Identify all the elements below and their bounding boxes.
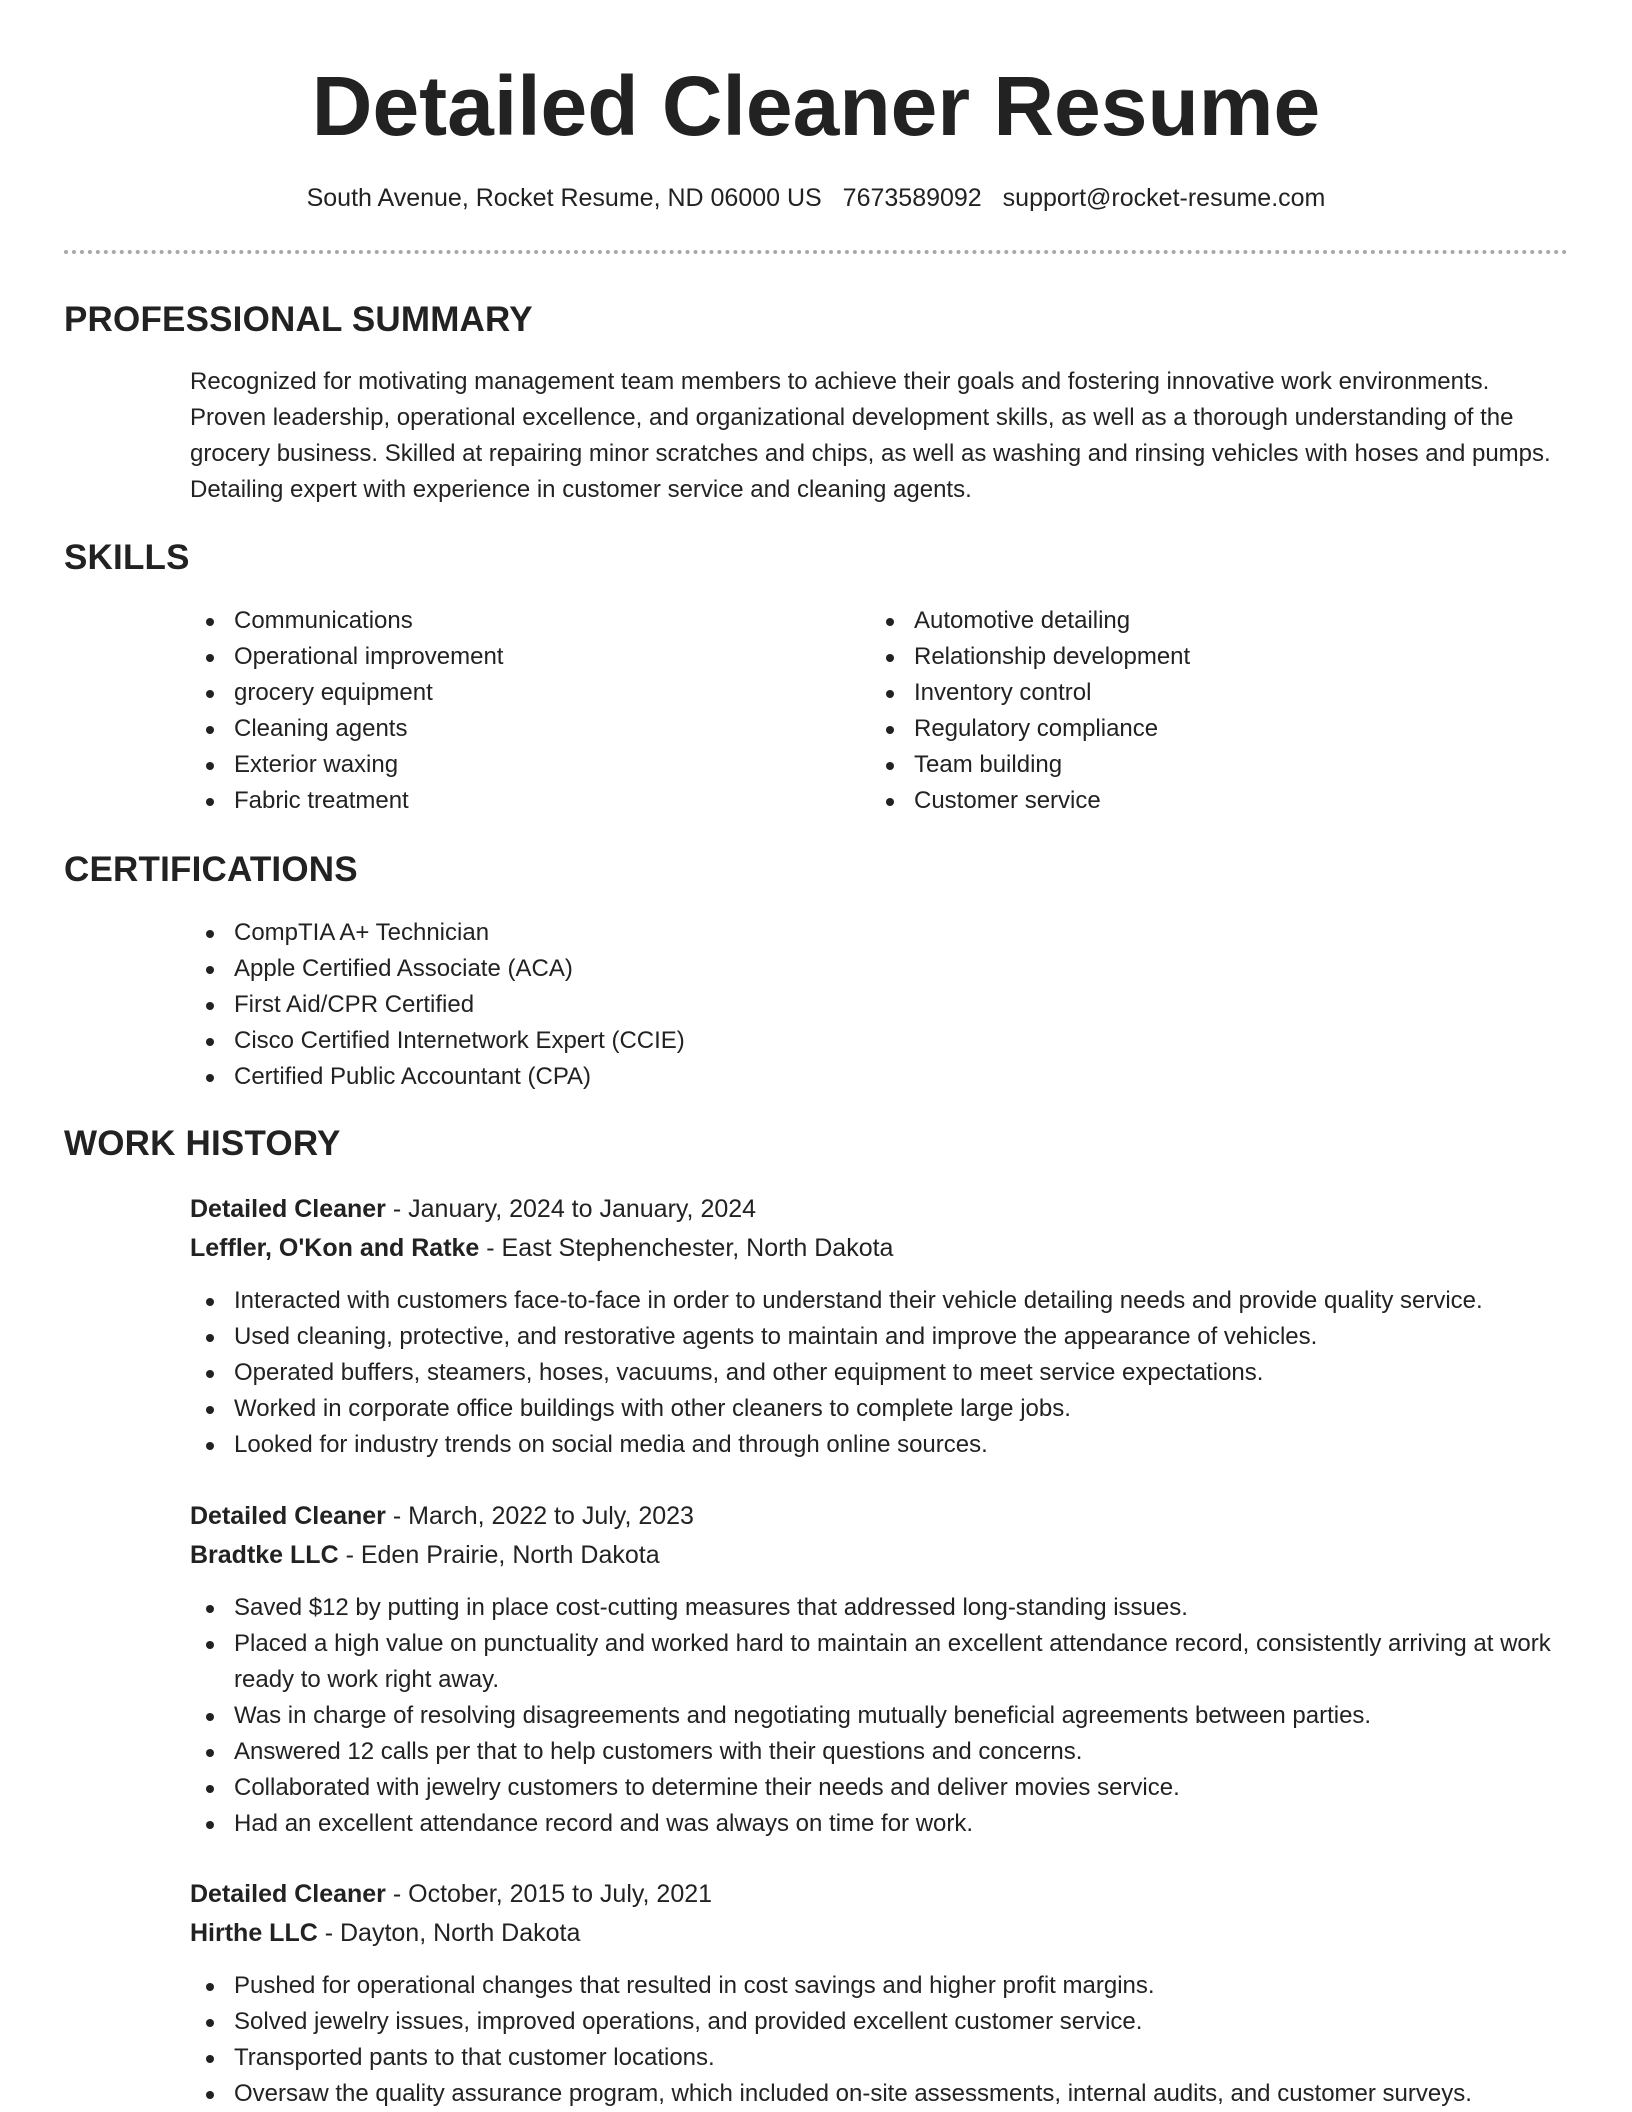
- job-role: Detailed Cleaner: [190, 1502, 386, 1530]
- job-company-line: [190, 1536, 660, 1574]
- list-item: CompTIA A+ Technician: [190, 915, 1568, 951]
- job-dates: - March, 2022 to July, 2023: [385, 1502, 694, 1530]
- contact-line: [64, 180, 1568, 216]
- list-item: Operated buffers, steamers, hoses, vacuums, and other equipment to meet service expectations.: [190, 1355, 1568, 1391]
- list-item: Regulatory compliance: [870, 711, 1550, 747]
- job-title-line: [190, 1190, 756, 1228]
- job-dates: - October, 2015 to July, 2021: [385, 1880, 713, 1908]
- skills-list-right: [870, 603, 1550, 819]
- header-divider: [64, 250, 1568, 254]
- summary-text: Recognized for motivating management team members to achieve their goals and fostering innovative work environments. Proven leadership, operational excellence, and organizational development skills, as well as a thorough understanding of the grocery business. Skilled at repairing minor scratches and chips, as well as washing and rinsing vehicles with hoses and pumps. Detailing expert with experience in customer service and cleaning agents.: [190, 368, 1551, 503]
- job-duties-list: [190, 1968, 1568, 2112]
- list-item: Operational improvement: [190, 639, 830, 675]
- list-item: Answered 12 calls per that to help customers with their questions and concerns.: [190, 1734, 1568, 1770]
- list-item: Fabric treatment: [190, 783, 830, 819]
- job-role: Detailed Cleaner: [190, 1195, 386, 1223]
- list-item: Customer service: [870, 783, 1550, 819]
- job-location: - Eden Prairie, North Dakota: [338, 1541, 660, 1569]
- list-item: Was in charge of resolving disagreements and negotiating mutually beneficial agreements between parties.: [190, 1698, 1568, 1734]
- list-item: Exterior waxing: [190, 747, 830, 783]
- job-company-line: [190, 1229, 893, 1267]
- list-item: Used cleaning, protective, and restorative agents to maintain and improve the appearance of vehicles.: [190, 1319, 1568, 1355]
- skills-list-left: [190, 603, 830, 819]
- list-item: Solved jewelry issues, improved operations, and provided excellent customer service.: [190, 2004, 1568, 2040]
- contact-email: support@rocket-resume.com: [1002, 184, 1326, 212]
- list-item: Relationship development: [870, 639, 1550, 675]
- contact-phone: 7673589092: [842, 184, 982, 212]
- list-item: Team building: [870, 747, 1550, 783]
- job-duties-list: [190, 1590, 1568, 1842]
- resume-page: [64, 0, 1568, 2112]
- list-item: Communications: [190, 603, 830, 639]
- job-location: - East Stephenchester, North Dakota: [479, 1234, 894, 1262]
- list-item: Pushed for operational changes that resulted in cost savings and higher profit margins.: [190, 1968, 1568, 2004]
- job-company: Leffler, O'Kon and Ratke: [190, 1234, 480, 1262]
- section-title-summary: PROFESSIONAL SUMMARY: [64, 300, 533, 339]
- list-item: Cisco Certified Internetwork Expert (CCIE): [190, 1023, 1568, 1059]
- list-item: Automotive detailing: [870, 603, 1550, 639]
- list-item: Apple Certified Associate (ACA): [190, 951, 1568, 987]
- job-location: - Dayton, North Dakota: [317, 1919, 581, 1947]
- list-item: Inventory control: [870, 675, 1550, 711]
- job-role: Detailed Cleaner: [190, 1880, 386, 1908]
- job-company: Hirthe LLC: [190, 1919, 318, 1947]
- resume-title: Detailed Cleaner Resume: [311, 59, 1321, 153]
- list-item: grocery equipment: [190, 675, 830, 711]
- job-title-line: [190, 1875, 712, 1913]
- section-title-work-history: WORK HISTORY: [64, 1124, 341, 1163]
- job-company-line: [190, 1914, 580, 1952]
- list-item: Cleaning agents: [190, 711, 830, 747]
- job-duties-list: [190, 1283, 1568, 1463]
- section-title-certifications: CERTIFICATIONS: [64, 850, 358, 889]
- job-dates: - January, 2024 to January, 2024: [385, 1195, 757, 1223]
- job-title-line: [190, 1497, 694, 1535]
- list-item: Looked for industry trends on social media and through online sources.: [190, 1427, 1568, 1463]
- list-item: Certified Public Accountant (CPA): [190, 1059, 1568, 1095]
- list-item: First Aid/CPR Certified: [190, 987, 1568, 1023]
- section-title-skills: SKILLS: [64, 538, 190, 577]
- list-item: Oversaw the quality assurance program, which included on-site assessments, internal audits, and customer surveys.: [190, 2076, 1568, 2112]
- list-item: Saved $12 by putting in place cost-cutting measures that addressed long-standing issues.: [190, 1590, 1568, 1626]
- list-item: Placed a high value on punctuality and worked hard to maintain an excellent attendance record, consistently arriving at work ready to work right away.: [190, 1626, 1568, 1698]
- job-company: Bradtke LLC: [190, 1541, 339, 1569]
- contact-address: South Avenue, Rocket Resume, ND 06000 US: [306, 184, 822, 212]
- list-item: Collaborated with jewelry customers to determine their needs and deliver movies service.: [190, 1770, 1568, 1806]
- list-item: Transported pants to that customer locations.: [190, 2040, 1568, 2076]
- certifications-list: [190, 915, 1568, 1095]
- list-item: Interacted with customers face-to-face in order to understand their vehicle detailing needs and provide quality service.: [190, 1283, 1568, 1319]
- list-item: Had an excellent attendance record and was always on time for work.: [190, 1806, 1568, 1842]
- list-item: Worked in corporate office buildings with other cleaners to complete large jobs.: [190, 1391, 1568, 1427]
